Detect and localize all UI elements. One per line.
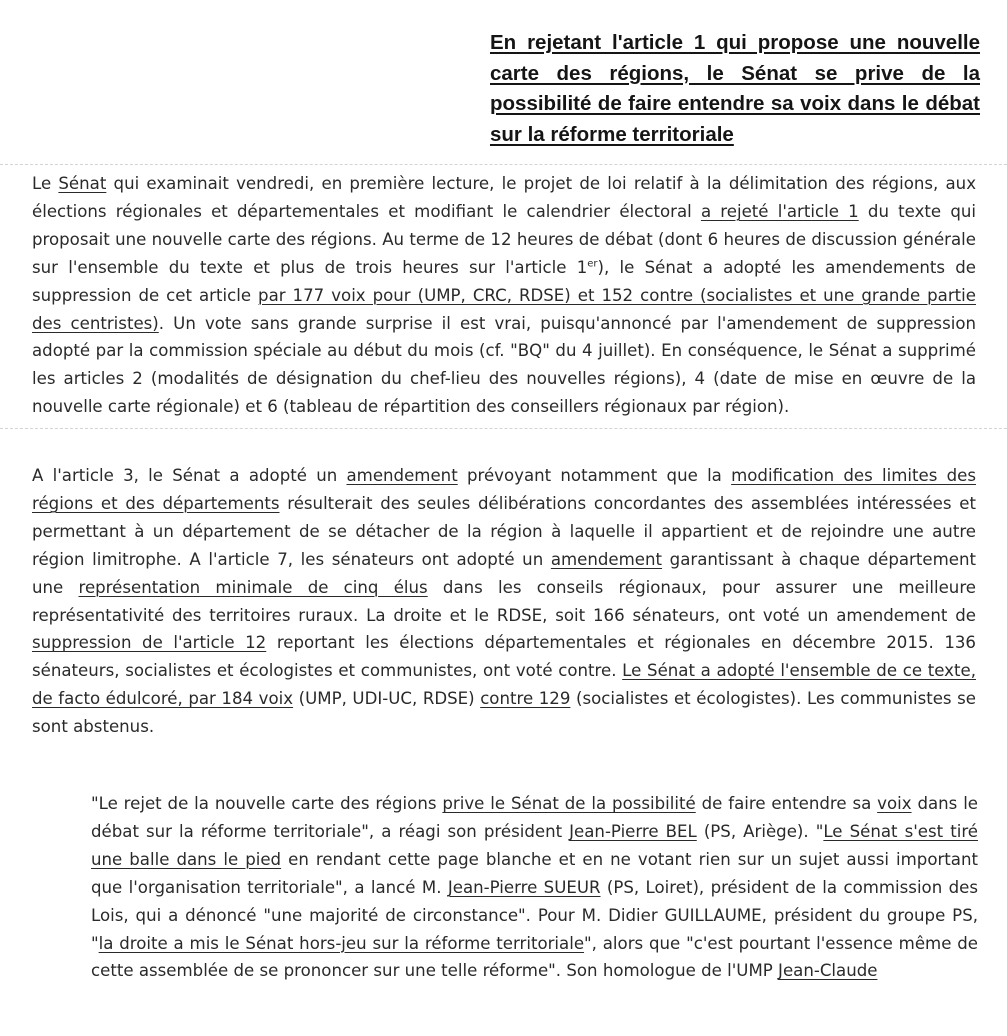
- underlined-text: Jean-Pierre BEL: [569, 821, 697, 841]
- headline-text: En rejetant l'article 1 qui propose une nouvelle carte des régions, le Sénat se prive de la possibilité de faire entendre sa voix dans le débat sur la réforme territoriale: [490, 31, 980, 146]
- underlined-text: Le Sénat a adopté l'ensemble de ce texte, de facto édulcoré, par 184 voix: [32, 661, 976, 709]
- body-text: ", alors que "c'est pourtant l'essence même de cette assemblée de se prononcer sur une telle réforme". Son homologue de l'UMP: [91, 933, 978, 981]
- underlined-text: voix: [877, 794, 912, 813]
- underlined-text: Sénat: [58, 174, 107, 193]
- underlined-text: prive le Sénat de la possibilité: [442, 794, 696, 813]
- underlined-text: Jean-Claude: [778, 961, 878, 981]
- body-text: "Le rejet de la nouvelle carte des régions: [91, 794, 443, 813]
- underlined-text: amendement: [550, 549, 663, 569]
- body-text: dans le débat sur la réforme territoriale", a réagi son président: [91, 794, 979, 841]
- body-text: en rendant cette page blanche et en ne votant rien sur un sujet aussi important que l'organisation territoriale", a lancé M.: [91, 849, 979, 897]
- underlined-text: a rejeté l'article 1: [700, 201, 859, 221]
- paragraph-amendments: [32, 462, 976, 741]
- body-text: (PS, Ariège). ": [696, 821, 824, 841]
- underlined-text: Le Sénat s'est tiré une balle dans le pied: [91, 821, 978, 869]
- body-text: de faire entendre sa: [695, 794, 878, 813]
- body-text: (socialistes et écologistes). Les communistes se sont abstenus.: [32, 689, 977, 737]
- body-text: (PS, Loiret), président de la commission des Lois, qui a dénoncé "une majorité de circonstance". Pour M. Didier GUILLAUME, président du groupe PS, ": [91, 877, 978, 953]
- body-text: prévoyant notamment que la: [457, 466, 732, 485]
- body-text: dans les conseils régionaux, pour assurer une meilleure représentativité des territoires ruraux. La droite et le RDSE, soit 166 sénateurs, ont voté un amendement de: [32, 577, 976, 625]
- body-text: garantissant à chaque département une: [32, 549, 976, 597]
- body-text: A l'article 3, le Sénat a adopté un: [32, 466, 347, 485]
- body-text: (UMP, UDI-UC, RDSE): [293, 689, 481, 709]
- headline: [490, 28, 980, 150]
- body-text: qui examinait vendredi, en première lecture, le projet de loi relatif à la délimitation des régions, aux élections régionales et départementales et modifiant le calendrier électoral: [32, 174, 977, 221]
- body-text: Le: [32, 174, 59, 193]
- underlined-text: suppression de l'article 12: [32, 633, 267, 653]
- underlined-text: par 177 voix pour (UMP, CRC, RDSE) et 152 contre (socialistes et une grande partie des centristes): [32, 285, 976, 333]
- body-text: . Un vote sans grande surprise il est vrai, puisqu'annoncé par l'amendement de suppression adopté par la commission spéciale au début du mois (cf. "BQ" du 4 juillet). En conséquence, le Sénat a supprimé les articles 2 (modalités de désignation du chef-lieu des nouvelles régions), 4 (date de mise en œuvre de la nouvelle carte régionale) et 6 (tableau de répartition des conseillers régionaux par région).: [32, 313, 976, 417]
- underlined-text: représentation minimale de cinq élus: [78, 577, 428, 597]
- separator-line: [0, 428, 1007, 429]
- underlined-text: contre 129: [480, 689, 571, 709]
- underlined-text: amendement: [346, 466, 458, 485]
- separator-line: [0, 164, 1007, 165]
- underlined-text: la droite a mis le Sénat hors-jeu sur la réforme territoriale: [98, 933, 585, 953]
- superscript-text: er: [587, 258, 598, 270]
- underlined-text: Jean-Pierre SUEUR: [447, 877, 601, 897]
- body-text: résulterait des seules délibérations concordantes des assemblées intéressées et permettant à un département de se détacher de la région à laquelle il appartient et de rejoindre une autre région limitrophe. A l'article 7, les sénateurs ont adopté un: [32, 493, 976, 569]
- paragraph-reactions-quote: [91, 790, 978, 985]
- body-text: ), le Sénat a adopté les amendements de suppression de cet article: [32, 257, 976, 305]
- body-text: du texte qui proposait une nouvelle carte des régions. Au terme de 12 heures de débat (dont 6 heures de discussion générale sur l'ensemble du texte et plus de trois heures sur l'article 1: [32, 201, 976, 277]
- body-text: reportant les élections départementales et régionales en décembre 2015. 136 sénateurs, socialistes et écologistes et communistes, ont voté contre.: [32, 633, 976, 681]
- paragraph-vote-article-1: [32, 170, 976, 421]
- underlined-text: modification des limites des régions et des départements: [32, 466, 976, 513]
